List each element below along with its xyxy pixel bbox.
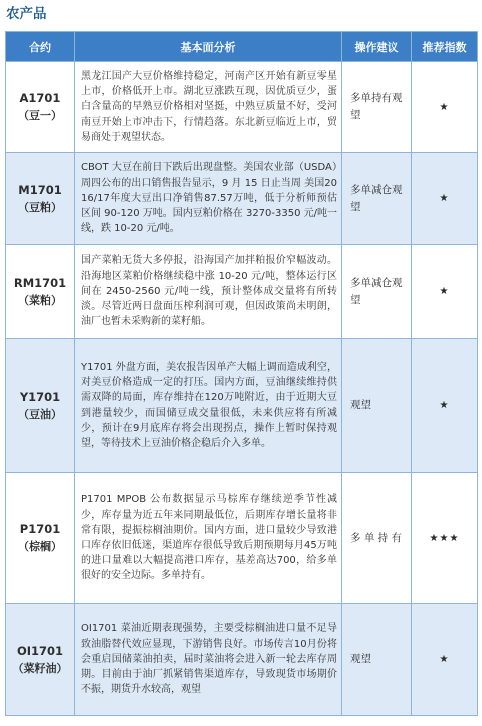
table-row-m1701: [6, 153, 478, 245]
table-row-rm1701: [6, 245, 478, 339]
analysis-text: P1701 MPOB 公布数据显示马棕库存继续逆季节性减少，库存量为近五年来同期最低位，后期库存增长量将非常有限，提振棕榈油期价。国内方面，进口量较少导致港口库存依旧低迷，渠道库存很低导致后期预期每月45万吨的进口量难以大幅提高港口库存，基差高达700，给多单很好的安全边际。多单持有。: [75, 473, 342, 604]
analysis-text: CBOT 大豆在前日下跌后出现盘整。美国农业部（USDA）周四公布的出口销售报告显示，9 月 15 日止当周 美国2016/17年度大豆出口净销售87.57万吨，低于分析师预估区间 90-120 万吨。国内豆粕价格在 3270-3350 元/吨一线，跌 10-20 元/吨。: [75, 153, 342, 245]
contract-code: P1701: [19, 522, 61, 536]
contract-cell: [6, 62, 75, 153]
header-analysis: 基本面分析: [75, 32, 342, 62]
contract-cell: [6, 339, 75, 473]
contract-name: （棕榈）: [18, 540, 62, 553]
contract-cell: [6, 245, 75, 339]
table-row-y1701: [6, 339, 478, 473]
rating-stars: ★: [412, 245, 478, 339]
advice-text: 多单减仓观望: [342, 153, 412, 245]
contract-name: （豆油）: [18, 407, 62, 421]
contract-name: （菜粕）: [18, 293, 62, 307]
header-contract: 合约: [6, 32, 75, 62]
table-header-row: [6, 32, 478, 62]
header-rating: 推荐指数: [412, 32, 478, 62]
contract-code: M1701: [18, 182, 62, 197]
rating-stars: ★: [412, 153, 478, 245]
contract-cell: [6, 604, 75, 716]
analysis-text: 黑龙江国产大豆价格维持稳定，河南产区开始有新豆零星上市，价格低开上市。湖北豆涨跌互现，因优质豆少，蛋白含量高的早熟豆价格相对坚挺，中熟豆质量不好，受河南豆开始上市冲击下，行情趋落。东北新豆临近上市，贸易商处于观望状态。: [75, 62, 342, 153]
fundamentals-table: [5, 31, 478, 716]
advice-text: 观望: [342, 339, 412, 473]
advice-text: 多单持有观望: [342, 62, 412, 153]
analysis-text: Y1701 外盘方面，美农报告因单产大幅上调而造成利空，对美豆价格造成一定的打压。国内方面，豆油继续维持供需双降的局面，库存维持在120万吨附近，由于近期大豆到港量较少，而国储豆成交量很低，未来供应将有所减少，预计在9月底库存将会出现拐点，操作上暂时保持观望，等待技术上豆油价格企稳后介入多单。: [75, 339, 342, 473]
advice-text: 多 单 持 有: [342, 473, 412, 604]
contract-code: OI1701: [16, 643, 64, 658]
rating-stars: ★★★: [412, 473, 478, 604]
contract-name: （豆粕）: [18, 200, 62, 214]
contract-cell: [6, 473, 75, 604]
table-row-oi1701: [6, 604, 478, 716]
contract-name: （豆一）: [18, 109, 62, 122]
rating-stars: ★: [412, 604, 478, 716]
contract-name: （菜籽油）: [12, 661, 68, 675]
analysis-text: OI1701 菜油近期表现强势，主要受棕榈油进口量不足导致油脂替代效应显现，下游销售良好。市场传言10月份将会重启国储菜油拍卖，届时菜油将会进入新一轮去库存周期。目前由于油厂抓紧销售渠道库存，导致现货市场期价不振，期货升水较高，观望: [75, 604, 342, 716]
rating-stars: ★: [412, 339, 478, 473]
advice-text: 观望: [342, 604, 412, 716]
contract-code: RM1701: [13, 275, 67, 290]
advice-text: 多单减仓观望: [342, 245, 412, 339]
table-row-p1701: [6, 473, 478, 604]
section-title: 农产品: [6, 6, 47, 22]
table-row-a1701: [6, 62, 478, 153]
contract-code: Y1701: [19, 389, 61, 404]
rating-stars: ★: [412, 62, 478, 153]
contract-cell: [6, 153, 75, 245]
analysis-text: 国产菜粕无货大多停报，沿海国产加拌粕报价窄幅波动。沿海地区菜粕价格继续稳中涨 10-20 元/吨，整体运行区间在 2450-2560 元/吨一线，预计整体成交量将有所转淡。尽管近两日盘面压榨利润可观，但因政策尚未明朗，油厂也暂未采购新的菜籽船。: [75, 245, 342, 339]
header-advice: 操作建议: [342, 32, 412, 62]
contract-code: A1701: [19, 91, 61, 105]
